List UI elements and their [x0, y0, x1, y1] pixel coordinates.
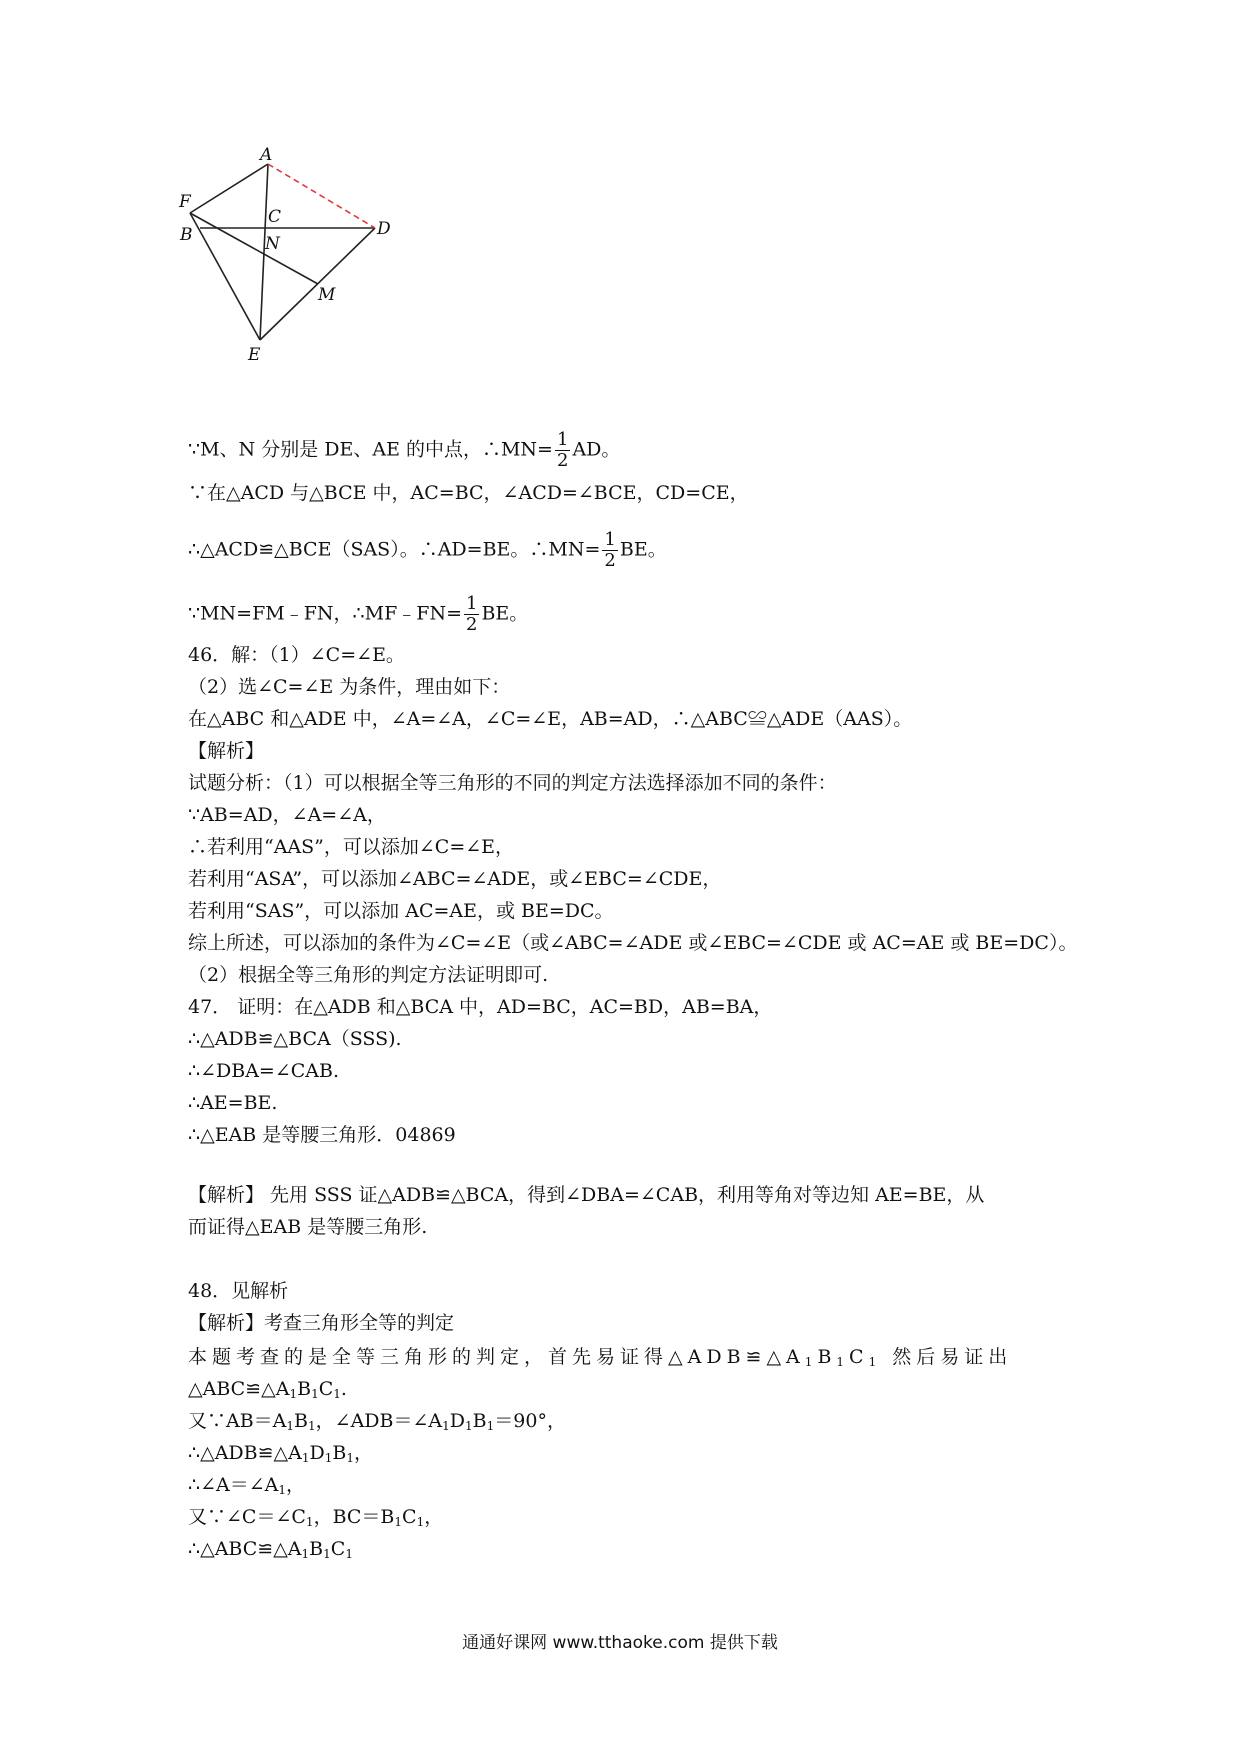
text-line: [188, 1346, 1012, 1368]
label-N: N: [265, 234, 280, 254]
text-line: 【解析】 先用 SSS 证△ADB≌△BCA，得到∠DBA=∠CAB，利用等角对等边知 AE=BE，从: [188, 1184, 985, 1206]
subscript: 1: [301, 1451, 310, 1465]
subscript: 1: [278, 1483, 287, 1497]
fraction: [464, 594, 479, 635]
subscript: 1: [442, 1419, 450, 1433]
text-span: 本题考查的是全等三角形的判定，首先易证得△ADB≌△A: [188, 1346, 805, 1368]
text-span: C: [330, 1538, 346, 1560]
subscript: 1: [324, 1451, 333, 1465]
text-span: ，: [424, 1506, 444, 1528]
label-F: F: [179, 192, 191, 212]
text-span: ∴∠A＝∠A: [188, 1474, 279, 1496]
subscript: 1: [416, 1515, 425, 1529]
subscript: 1: [311, 1387, 319, 1401]
text-line: 【解析】考查三角形全等的判定: [188, 1312, 455, 1334]
text-span: 然后易证出: [881, 1346, 1013, 1368]
fraction: [555, 430, 570, 471]
subscript: 1: [804, 1355, 818, 1369]
text-line: ∴若利用“AAS”，可以添加∠C=∠E，: [188, 836, 515, 858]
text-line: （2）选∠C=∠E 为条件，理由如下：: [188, 676, 511, 698]
text-span: BE。: [481, 602, 529, 625]
fraction-numerator: 1: [466, 593, 478, 614]
subscript: 1: [836, 1355, 850, 1369]
text-line: [188, 430, 620, 471]
text-span: ，BC＝B: [313, 1506, 395, 1528]
text-span: B: [309, 1538, 324, 1560]
subscript: 1: [308, 1419, 316, 1433]
text-line: ∵AB=AD，∠A=∠A，: [188, 804, 386, 826]
text-span: B: [472, 1410, 487, 1432]
text-line: 47． 证明：在△ADB 和△BCA 中，AD=BC，AC=BD，AB=BA，: [188, 996, 773, 1018]
subscript: 1: [333, 1387, 341, 1401]
text-span: ，: [286, 1474, 306, 1496]
text-span: C: [849, 1346, 869, 1368]
text-span: 又∵AB＝A: [188, 1410, 287, 1432]
subscript: 1: [868, 1355, 882, 1369]
text-span: ∴△ACD≌△BCE（SAS）。∴AD=BE。∴MN=: [188, 538, 601, 561]
text-span: C: [402, 1506, 417, 1528]
text-line: 在△ABC 和△ADE 中，∠A=∠A，∠C=∠E，AB=AD，∴△ABC≌△ADE（AAS）。: [188, 708, 913, 730]
text-line: 综上所述，可以添加的条件为∠C=∠E（或∠ABC=∠ADE 或∠EBC=∠CDE 或 AC=AE 或 BE=DC）。: [188, 932, 1078, 954]
text-span: BE。: [619, 538, 667, 561]
fraction-denominator: 2: [466, 614, 478, 635]
fraction-denominator: 2: [604, 550, 616, 571]
text-line: [188, 1538, 353, 1560]
text-line: [188, 1474, 305, 1496]
subscript: 1: [486, 1419, 495, 1433]
fraction-numerator: 1: [556, 429, 569, 450]
text-span: ∵M、N 分别是 DE、AE 的中点，∴MN=: [188, 438, 553, 461]
text-span: △ABC≌△A: [188, 1378, 290, 1400]
label-D: D: [377, 219, 391, 239]
text-line: ∴△EAB 是等腰三角形．04869: [188, 1124, 456, 1146]
text-line: （2）根据全等三角形的判定方法证明即可.: [188, 964, 549, 986]
text-span: 又∵∠C＝∠C: [188, 1506, 306, 1528]
label-M: M: [318, 285, 336, 305]
text-line: 46．解：（1）∠C=∠E。: [188, 644, 405, 666]
text-span: ∴△ABC≌△A: [188, 1538, 302, 1560]
text-span: B: [817, 1346, 837, 1368]
label-C: C: [268, 207, 282, 227]
text-line: [188, 1378, 347, 1400]
fraction-numerator: 1: [604, 529, 616, 550]
text-span: ，∠ADB＝∠A: [315, 1410, 443, 1432]
text-line: [188, 530, 667, 571]
text-span: D: [449, 1410, 466, 1432]
label-E: E: [248, 345, 261, 365]
segment-AF: [190, 164, 268, 213]
fraction: [602, 530, 617, 571]
label-A: A: [260, 145, 273, 165]
dashed-segment-AD: [268, 164, 375, 228]
text-line: 若利用“SAS”，可以添加 AC=AE，或 BE=DC。: [188, 900, 614, 922]
subscript: 1: [305, 1515, 314, 1529]
text-span: AD。: [572, 438, 621, 461]
text-line: 【解析】: [188, 740, 265, 762]
text-line: [188, 1442, 373, 1464]
text-line: ∵在△ACD 与△BCE 中，AC=BC，∠ACD=∠BCE，CD=CE，: [188, 482, 749, 504]
text-line: ∴∠DBA=∠CAB.: [188, 1060, 340, 1082]
text-span: ∵MN=FM﹣FN，∴MF﹣FN=: [188, 602, 462, 625]
text-span: ∴△ADB≌△A: [188, 1442, 302, 1464]
text-span: B: [294, 1410, 309, 1432]
text-line: [188, 1410, 566, 1432]
subscript: 1: [289, 1387, 298, 1401]
subscript: 1: [286, 1419, 295, 1433]
text-line: 而证得△EAB 是等腰三角形.: [188, 1216, 428, 1238]
subscript: 1: [345, 1547, 353, 1561]
text-line: [188, 594, 528, 635]
text-line: 试题分析：（1）可以根据全等三角形的不同的判定方法选择添加不同的条件：: [188, 772, 837, 794]
text-line: ∴△ADB≌△BCA（SSS).: [188, 1028, 402, 1050]
text-span: D: [309, 1442, 325, 1464]
geometry-figure: [179, 145, 490, 415]
page-footer: 通通好课网 www.tthaoke.com 提供下载: [462, 1633, 778, 1653]
text-span: B: [297, 1378, 312, 1400]
subscript: 1: [323, 1547, 331, 1561]
subscript: 1: [465, 1419, 473, 1433]
subscript: 1: [394, 1515, 403, 1529]
subscript: 1: [301, 1547, 310, 1561]
subscript: 1: [346, 1451, 354, 1465]
text-line: 48．见解析: [188, 1280, 289, 1302]
text-span: ＝90°，: [494, 1410, 566, 1432]
text-line: 若利用“ASA”，可以添加∠ABC=∠ADE，或∠EBC=∠CDE，: [188, 868, 722, 890]
text-span: .: [340, 1378, 347, 1400]
fraction-denominator: 2: [556, 450, 569, 471]
text-span: C: [318, 1378, 334, 1400]
label-B: B: [180, 225, 193, 245]
text-line: [188, 1506, 443, 1528]
text-span: ，: [354, 1442, 374, 1464]
text-span: B: [332, 1442, 347, 1464]
text-line: ∴AE=BE.: [188, 1092, 278, 1114]
